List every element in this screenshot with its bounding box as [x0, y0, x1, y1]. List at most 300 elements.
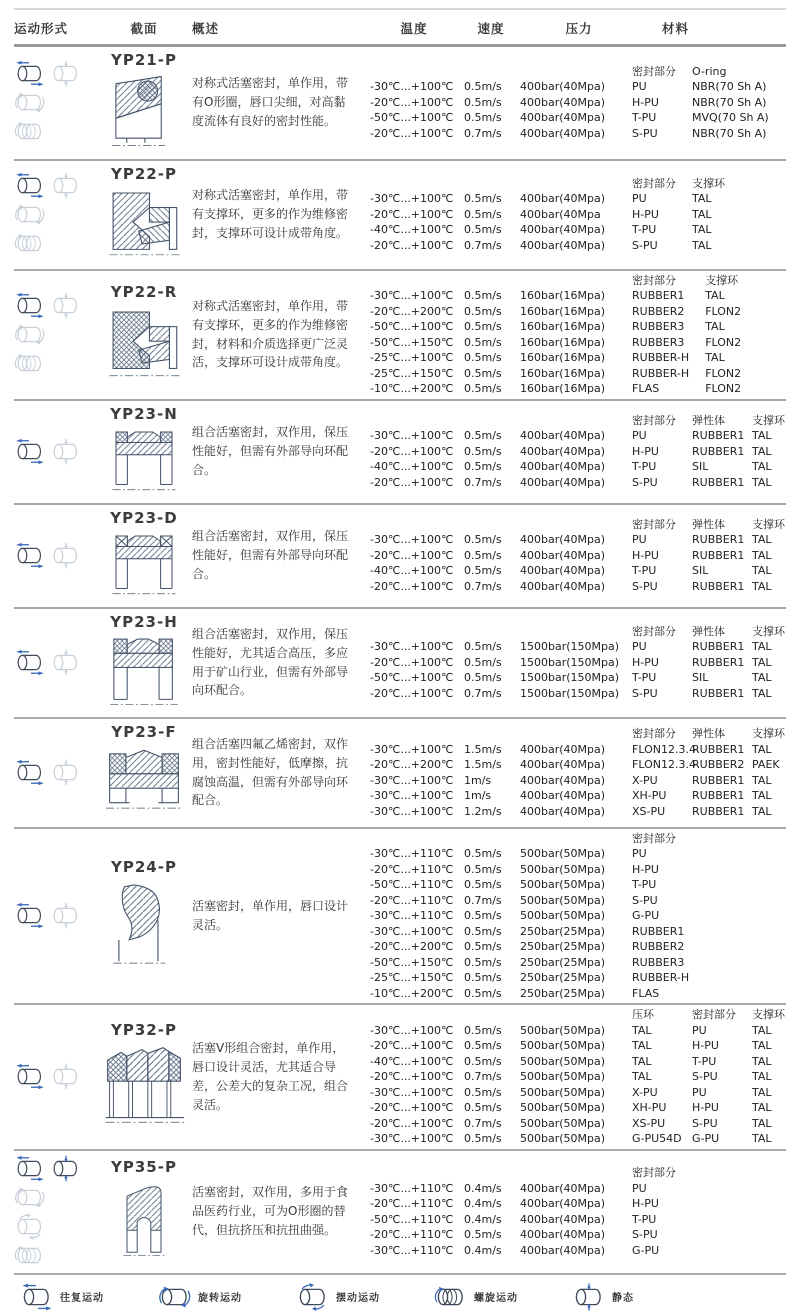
pressure-value: 400bar(40Mpa) [520, 223, 606, 237]
speed-value: 0.5m/s [464, 1132, 502, 1145]
motion-icons [14, 645, 96, 680]
cross-section-cell [96, 279, 192, 391]
material-value-1: TAL [692, 223, 712, 237]
temperature-value: -50℃...+100℃ [370, 320, 454, 333]
pressure-value: 400bar(40Mpa) [520, 758, 606, 771]
material-header-0: 密封部分 [632, 831, 676, 845]
spacer [464, 726, 514, 742]
spacer [464, 517, 514, 533]
pressure-value: 250bar(25Mpa) [520, 986, 606, 1000]
temperature-value: -20℃...+100℃ [370, 1070, 454, 1083]
product-row-yp24-p [14, 829, 786, 1006]
spacer [370, 176, 458, 192]
spacer [370, 624, 458, 640]
rotary-inactive-icon [14, 1184, 46, 1211]
spacer [464, 1165, 514, 1181]
reciprocating-icon [14, 438, 46, 465]
spacer [370, 1165, 458, 1181]
motion-icons [14, 1059, 96, 1094]
cross-section-cell [96, 609, 192, 717]
temperature-value: -25℃...+150℃ [370, 971, 454, 984]
material-header-1: 支撑环 [705, 273, 739, 287]
pressure-value: 400bar(40Mpa) [520, 475, 606, 489]
pressure-value: 400bar(40Mpa) [520, 564, 606, 578]
speed-value: 0.5m/s [464, 1054, 502, 1068]
material-value-1: RUBBER1 [692, 789, 745, 802]
static-icon [572, 1283, 606, 1311]
reciprocating-icon [14, 902, 46, 929]
speed-value: 0.5m/s [464, 1039, 502, 1052]
temperature-value: -20℃...+110℃ [370, 893, 454, 907]
cross-section-yp21-p [105, 71, 183, 155]
reciprocating-icon [14, 292, 46, 319]
material-value-2: TAL [752, 429, 772, 443]
temperature-value: -30℃...+100℃ [370, 1132, 454, 1145]
legend-item-rotary [158, 1283, 242, 1311]
temperature-value: -30℃...+100℃ [370, 804, 454, 818]
spacer [370, 831, 458, 847]
material-header-1: 弹性体 [692, 624, 725, 638]
pressure-value: 500bar(50Mpa) [520, 1039, 606, 1052]
pressure-value: 160bar(16Mpa) [520, 335, 606, 349]
cross-section-yp23-h [105, 633, 183, 713]
pressure-value: 500bar(50Mpa) [520, 909, 606, 922]
pressure-value: 400bar(40Mpa) [520, 1181, 606, 1195]
spacer [464, 624, 514, 640]
pressure-value: 500bar(50Mpa) [520, 893, 606, 907]
column-header-temperature: 温度 [400, 21, 428, 36]
temperature-value: -20℃...+100℃ [370, 548, 454, 562]
spec-grid-yp24-p [370, 831, 699, 1002]
pressure-value: 400bar(40Mpa) [520, 444, 606, 458]
material-value-2: TAL [752, 1085, 772, 1099]
material-value-2: TAL [752, 548, 772, 562]
material-value-1: RUBBER1 [692, 429, 745, 443]
oscillating-inactive-icon [14, 1213, 46, 1240]
speed-value: 0.7m/s [464, 686, 502, 700]
product-row-yp23-n [14, 401, 786, 505]
pressure-value: 400bar(40Mpa) [520, 1197, 606, 1210]
material-value-0: RUBBER3 [632, 955, 685, 969]
material-value-0: T-PU [632, 111, 657, 125]
material-value-1: S-PU [692, 1116, 718, 1130]
material-value-0: S-PU [632, 1228, 658, 1241]
temperature-value: -50℃...+110℃ [370, 878, 454, 891]
temperature-value: -20℃...+100℃ [370, 238, 454, 252]
speed-value: 0.5m/s [464, 924, 502, 938]
pressure-value: 160bar(16Mpa) [520, 351, 606, 364]
material-value-1: RUBBER1 [692, 686, 745, 700]
pressure-value: 500bar(50Mpa) [520, 1085, 606, 1099]
material-value-2: TAL [752, 773, 772, 787]
speed-value: 0.5m/s [464, 955, 502, 969]
speed-value: 1m/s [464, 789, 492, 802]
material-value-1: SIL [692, 564, 709, 578]
material-value-1: PU [692, 1085, 707, 1099]
cross-section-yp24-p [104, 878, 184, 974]
cross-section-yp22-p [104, 185, 184, 265]
speed-value: 0.7m/s [464, 1116, 502, 1130]
temperature-value: -30℃...+110℃ [370, 1181, 454, 1195]
material-header-0: 密封部分 [632, 273, 676, 287]
material-value-1: TAL [705, 351, 725, 364]
temperature-value: -30℃...+100℃ [370, 533, 454, 547]
speed-value: 0.7m/s [464, 126, 502, 140]
material-value-0: T-PU [632, 460, 657, 474]
legend-label-spiral: 螺旋运动 [474, 1293, 518, 1304]
pressure-value: 400bar(40Mpa) [520, 1243, 606, 1257]
material-header-1: 弹性体 [692, 727, 725, 740]
material-value-0: RUBBER-H [632, 971, 690, 984]
spiral-icon [434, 1283, 468, 1311]
legend-label-static: 静态 [612, 1293, 634, 1304]
material-header-1: O-ring [692, 64, 727, 78]
speed-value: 0.5m/s [464, 429, 502, 443]
product-description: 组合活塞密封，双作用，保压性能好，尤其适合高压，多应用于矿山行业，但需有外部导向环配合。 [192, 626, 349, 698]
material-header-0: 密封部分 [632, 413, 676, 427]
spec-table [370, 62, 786, 144]
material-value-2: TAL [752, 671, 772, 685]
cross-section-yp23-n [105, 425, 183, 499]
material-value-1: TAL [705, 289, 725, 302]
model-name-yp22-r: YP22-R [110, 282, 178, 301]
material-header-1: 弹性体 [692, 413, 725, 427]
motion-icons [14, 755, 96, 790]
material-value-0: PU [632, 429, 647, 443]
spec-table [370, 515, 800, 597]
material-value-1: FLON2 [705, 382, 742, 395]
legend-label-rotary: 旋转运动 [198, 1293, 242, 1304]
spec-table [370, 174, 786, 256]
temperature-value: -50℃...+100℃ [370, 111, 454, 125]
pressure-value: 250bar(25Mpa) [520, 955, 606, 969]
product-row-yp21-p [14, 47, 786, 161]
pressure-value: 400bar(40Mpa) [520, 789, 606, 802]
static-inactive-icon [50, 172, 82, 199]
material-value-2: TAL [752, 533, 772, 547]
spacer [520, 273, 626, 289]
cross-section-cell [96, 401, 192, 503]
material-value-1: H-PU [692, 1101, 719, 1114]
temperature-value: -20℃...+100℃ [370, 655, 454, 669]
material-value-0: H-PU [632, 862, 659, 876]
temperature-value: -20℃...+100℃ [370, 1101, 454, 1114]
material-value-0: T-PU [632, 878, 657, 891]
motion-icons [14, 56, 96, 149]
material-value-1: RUBBER1 [692, 548, 745, 562]
pressure-value: 500bar(50Mpa) [520, 1023, 606, 1037]
material-value-1: RUBBER1 [692, 655, 745, 669]
temperature-value: -50℃...+100℃ [370, 671, 454, 685]
speed-value: 0.5m/s [464, 192, 502, 206]
material-header-2: 支撑环 [752, 624, 785, 638]
material-value-0: T-PU [632, 671, 657, 685]
spacer [520, 726, 626, 742]
material-value-1: FLON2 [705, 366, 742, 380]
material-value-1: RUBBER1 [692, 533, 745, 547]
temperature-value: -30℃...+110℃ [370, 847, 454, 860]
material-value-0: RUBBER3 [632, 320, 685, 333]
spacer [464, 64, 514, 80]
speed-value: 0.4m/s [464, 1212, 502, 1226]
speed-value: 0.5m/s [464, 320, 502, 333]
temperature-value: -40℃...+100℃ [370, 223, 454, 237]
spacer [370, 413, 458, 429]
rotary-inactive-icon [14, 321, 46, 348]
model-name-yp23-d: YP23-D [110, 508, 178, 527]
spec-grid-yp23-d [370, 517, 800, 595]
product-row-yp23-f [14, 719, 786, 829]
legend-item-spiral [434, 1283, 518, 1311]
material-value-0: RUBBER2 [632, 940, 685, 953]
material-value-1: RUBBER1 [692, 444, 745, 458]
speed-value: 0.5m/s [464, 940, 502, 953]
material-header-0: 密封部分 [632, 64, 676, 78]
spec-table [370, 411, 800, 493]
rotary-inactive-icon [14, 201, 46, 228]
material-value-2: TAL [752, 579, 772, 593]
pressure-value: 250bar(25Mpa) [520, 924, 606, 938]
material-value-1: S-PU [692, 1070, 718, 1083]
material-value-0: TAL [632, 1039, 652, 1052]
spacer [464, 176, 514, 192]
spacer [520, 1165, 626, 1181]
material-value-0: S-PU [632, 238, 658, 252]
material-value-1: TAL [692, 192, 712, 206]
product-description: 对称式活塞密封，单作用，带有支撑环，更多的作为维修密封，材料和介质选择更广泛灵活，支撑环可设计成带角度。 [192, 298, 349, 370]
material-value-0: PU [632, 847, 647, 860]
speed-value: 0.7m/s [464, 1070, 502, 1083]
pressure-value: 400bar(40Mpa) [520, 742, 606, 756]
spiral-inactive-icon [14, 350, 46, 377]
material-value-2: TAL [752, 789, 772, 802]
speed-value: 0.7m/s [464, 893, 502, 907]
material-value-2: TAL [752, 640, 772, 654]
spiral-inactive-icon [14, 118, 46, 145]
product-description: 活塞密封，双作用，多用于食品医药行业，可为O形圈的替代，但抗挤压和抗扭曲强。 [192, 1185, 349, 1237]
material-value-1: NBR(70 Sh A) [692, 126, 767, 140]
product-row-yp22-p [14, 161, 786, 271]
material-value-1: TAL [692, 207, 712, 221]
material-value-2: TAL [752, 804, 772, 818]
spacer [370, 726, 458, 742]
model-name-yp32-p: YP32-P [111, 1020, 177, 1039]
static-inactive-icon [50, 1063, 82, 1090]
speed-value: 0.5m/s [464, 351, 502, 364]
spacer [520, 413, 626, 429]
material-value-0: XH-PU [632, 789, 667, 802]
material-value-0: G-PU54D [632, 1132, 682, 1145]
static-inactive-icon [50, 292, 82, 319]
speed-value: 1m/s [464, 773, 492, 787]
speed-value: 0.5m/s [464, 207, 502, 221]
material-value-0: FLON12.3.4 [632, 742, 696, 756]
material-header-1: 支撑环 [692, 176, 725, 190]
rotary-inactive-icon [14, 89, 46, 116]
catalog-page [0, 8, 800, 1311]
speed-value: 0.5m/s [464, 366, 502, 380]
motion-icons [14, 1151, 96, 1273]
material-header-0: 密封部分 [632, 517, 676, 531]
material-value-0: RUBBER1 [632, 924, 685, 938]
speed-value: 0.5m/s [464, 335, 502, 349]
material-value-0: FLAS [632, 382, 660, 395]
material-value-1: RUBBER1 [692, 804, 745, 818]
motion-icons [14, 434, 96, 469]
material-value-0: G-PU [632, 1243, 660, 1257]
pressure-value: 500bar(50Mpa) [520, 878, 606, 891]
column-header-section: 截面 [130, 21, 158, 36]
spiral-inactive-icon [14, 230, 46, 257]
speed-value: 0.5m/s [464, 111, 502, 125]
legend-label-reciprocating: 往复运动 [60, 1293, 104, 1304]
material-value-0: TAL [632, 1070, 652, 1083]
material-header-0: 压环 [632, 1008, 654, 1021]
temperature-value: -30℃...+100℃ [370, 742, 454, 756]
spacer [464, 1007, 514, 1023]
material-value-0: RUBBER1 [632, 289, 685, 302]
product-description: 组合活塞四氟乙烯密封，双作用，密封性能好，低摩擦，抗腐蚀高温，但需有外部导向环配合。 [192, 736, 349, 808]
spec-grid-yp21-p [370, 64, 779, 142]
pressure-value: 400bar(40Mpa) [520, 460, 606, 474]
speed-value: 0.5m/s [464, 655, 502, 669]
product-row-yp23-d [14, 505, 786, 609]
material-value-0: G-PU [632, 909, 660, 922]
material-value-0: T-PU [632, 223, 657, 237]
spec-grid-yp35-p [370, 1165, 686, 1258]
speed-value: 0.5m/s [464, 1023, 502, 1037]
material-value-1: NBR(70 Sh A) [692, 95, 767, 109]
pressure-value: 400bar(40Mpa) [520, 1228, 606, 1241]
motion-icons [14, 538, 96, 573]
temperature-value: -20℃...+110℃ [370, 1228, 454, 1241]
material-value-0: S-PU [632, 475, 658, 489]
rotary-icon [158, 1283, 192, 1311]
spec-grid-yp23-h [370, 624, 800, 702]
column-header-material: 材料 [662, 21, 690, 36]
static-inactive-icon [50, 759, 82, 786]
material-value-0: H-PU [632, 548, 659, 562]
speed-value: 0.5m/s [464, 1228, 502, 1241]
pressure-value: 400bar(40Mpa) [520, 533, 606, 547]
material-value-2: TAL [752, 1039, 772, 1052]
temperature-value: -20℃...+100℃ [370, 444, 454, 458]
speed-value: 0.5m/s [464, 640, 502, 654]
material-value-1: RUBBER1 [692, 640, 745, 654]
material-value-0: RUBBER2 [632, 304, 685, 318]
pressure-value: 400bar(40Mpa) [520, 238, 606, 252]
material-value-2: TAL [752, 475, 772, 489]
spacer [520, 624, 626, 640]
reciprocating-icon [14, 1063, 46, 1090]
spacer [464, 831, 514, 847]
material-header-2: 支撑环 [752, 413, 785, 427]
material-value-0: XS-PU [632, 804, 666, 818]
material-value-2: PAEK [752, 758, 780, 771]
pressure-value: 500bar(50Mpa) [520, 862, 606, 876]
temperature-value: -30℃...+110℃ [370, 909, 454, 922]
pressure-value: 500bar(50Mpa) [520, 1132, 606, 1145]
temperature-value: -20℃...+200℃ [370, 758, 454, 771]
material-value-1: SIL [692, 671, 709, 685]
product-description: 组合活塞密封，双作用，保压性能好，但需有外部导向环配合。 [192, 425, 349, 477]
material-value-1: RUBBER1 [692, 773, 745, 787]
spacer [520, 1007, 626, 1023]
pressure-value: 400bar(40Mpa) [520, 773, 606, 787]
speed-value: 0.5m/s [464, 878, 502, 891]
spec-column-headers [370, 19, 786, 37]
temperature-value: -20℃...+100℃ [370, 207, 454, 221]
static-inactive-icon [50, 649, 82, 676]
reciprocating-icon [14, 759, 46, 786]
material-header-1: 密封部分 [692, 1008, 736, 1021]
temperature-value: -30℃...+100℃ [370, 429, 454, 443]
temperature-value: -20℃...+110℃ [370, 862, 454, 876]
model-name-yp23-h: YP23-H [110, 612, 178, 631]
material-header-2: 支撑环 [752, 727, 785, 740]
pressure-value: 1500bar(150Mpa) [520, 655, 620, 669]
material-value-1: NBR(70 Sh A) [692, 80, 767, 94]
pressure-value: 400bar(40Mpa) [520, 429, 606, 443]
material-value-0: PU [632, 1181, 647, 1195]
material-value-0: S-PU [632, 893, 658, 907]
material-header-2: 支撑环 [752, 517, 785, 531]
product-sections [14, 47, 786, 1275]
material-value-1: RUBBER1 [692, 742, 745, 756]
material-value-1: H-PU [692, 1039, 719, 1052]
material-value-0: T-PU [632, 564, 657, 578]
material-value-0: TAL [632, 1023, 652, 1037]
motion-icons [14, 898, 96, 933]
spacer [370, 64, 458, 80]
material-value-0: RUBBER-H [632, 366, 690, 380]
pressure-value: 500bar(50Mpa) [520, 1101, 606, 1114]
speed-value: 1.2m/s [464, 804, 502, 818]
static-icon [50, 1155, 82, 1182]
spacer [370, 273, 458, 289]
material-value-1: SIL [692, 460, 709, 474]
speed-value: 0.5m/s [464, 986, 502, 1000]
speed-value: 1.5m/s [464, 758, 502, 771]
pressure-value: 1500bar(150Mpa) [520, 640, 620, 654]
spacer [520, 64, 626, 80]
oscillating-icon [296, 1283, 330, 1311]
product-row-yp23-h [14, 609, 786, 719]
pressure-value: 160bar(16Mpa) [520, 289, 606, 302]
material-value-0: S-PU [632, 126, 658, 140]
pressure-value: 400bar(40Mpa) [520, 126, 606, 140]
material-value-1: RUBBER1 [692, 475, 745, 489]
speed-value: 0.5m/s [464, 304, 502, 318]
temperature-value: -40℃...+100℃ [370, 1054, 454, 1068]
spacer [370, 1007, 458, 1023]
temperature-value: -30℃...+100℃ [370, 1085, 454, 1099]
reciprocating-icon [14, 1155, 46, 1182]
spec-table [370, 1163, 786, 1260]
temperature-value: -50℃...+150℃ [370, 955, 454, 969]
material-value-2: TAL [752, 655, 772, 669]
model-name-yp23-n: YP23-N [110, 404, 178, 423]
cross-section-cell [96, 1154, 192, 1270]
cross-section-cell [96, 854, 192, 978]
speed-value: 0.5m/s [464, 80, 502, 94]
product-description: 对称式活塞密封，单作用，带有O形圈，唇口尖细，对高黏度流体有良好的密封性能。 [192, 76, 349, 128]
pressure-value: 500bar(50Mpa) [520, 1070, 606, 1083]
static-inactive-icon [50, 902, 82, 929]
model-name-yp23-f: YP23-F [111, 722, 177, 741]
reciprocating-icon [14, 649, 46, 676]
product-description: 对称式活塞密封，单作用，带有支撑环，更多的作为维修密封，支撑环可设计成带角度。 [192, 188, 349, 240]
